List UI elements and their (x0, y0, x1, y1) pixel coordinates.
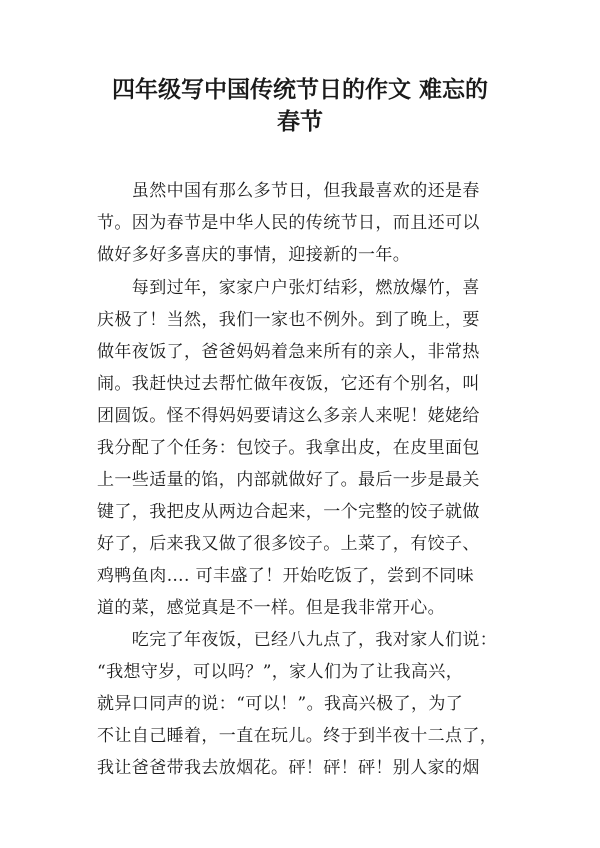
body-text-line: 道的菜，感觉真是不一样。但是我非常开心。 (97, 598, 445, 618)
body-text-line: 就异口同声的说：“可以！”。我高兴极了，为了 (97, 694, 464, 714)
body-text-line: 鸡鸭鱼肉…. 可丰盛了！开始吃饭了，尝到不同味 (97, 566, 475, 586)
body-text-line: 我分配了个任务：包饺子。我拿出皮，在皮里面包 (97, 438, 480, 458)
body-text-line: 我让爸爸带我去放烟花。砰！砰！砰！别人家的烟 (97, 758, 480, 778)
body-text-line: 团圆饭。怪不得妈妈要请这么多亲人来呢！姥姥给 (97, 406, 480, 426)
document-title-line-1: 四年级写中国传统节日的作文 难忘的 (111, 77, 488, 103)
body-text-line: 做好多好多喜庆的事情，迎接新的一年。 (97, 245, 411, 265)
body-text-line: “我想守岁，可以吗？”，家人们为了让我高兴， (97, 662, 464, 682)
body-text-line: 吃完了年夜饭，已经八九点了，我对家人们说： (97, 630, 498, 650)
body-text-line: 不让自己睡着，一直在玩儿。终于到半夜十二点了， (97, 726, 498, 746)
body-text-line: 虽然中国有那么多节日，但我最喜欢的还是春 (97, 181, 480, 201)
body-text-line: 每到过年，家家户户张灯结彩，燃放爆竹，喜 (97, 278, 480, 298)
body-text-line: 键了，我把皮从两边合起来，一个完整的饺子就做 (97, 502, 480, 522)
body-text-line: 上一些适量的馅，内部就做好了。最后一步是最关 (97, 470, 480, 490)
body-text-line: 闹。我赶快过去帮忙做年夜饭，它还有个别名，叫 (97, 374, 480, 394)
body-text-line: 好了，后来我又做了很多饺子。上菜了，有饺子、 (97, 534, 480, 554)
body-text-line: 做年夜饭了，爸爸妈妈着急来所有的亲人，非常热 (97, 342, 480, 362)
body-text-line: 节。因为春节是中华人民的传统节日，而且还可以 (97, 213, 480, 233)
body-text-line: 庆极了！当然，我们一家也不例外。到了晚上，要 (97, 310, 480, 330)
document-title-line-2: 春节 (277, 109, 323, 135)
